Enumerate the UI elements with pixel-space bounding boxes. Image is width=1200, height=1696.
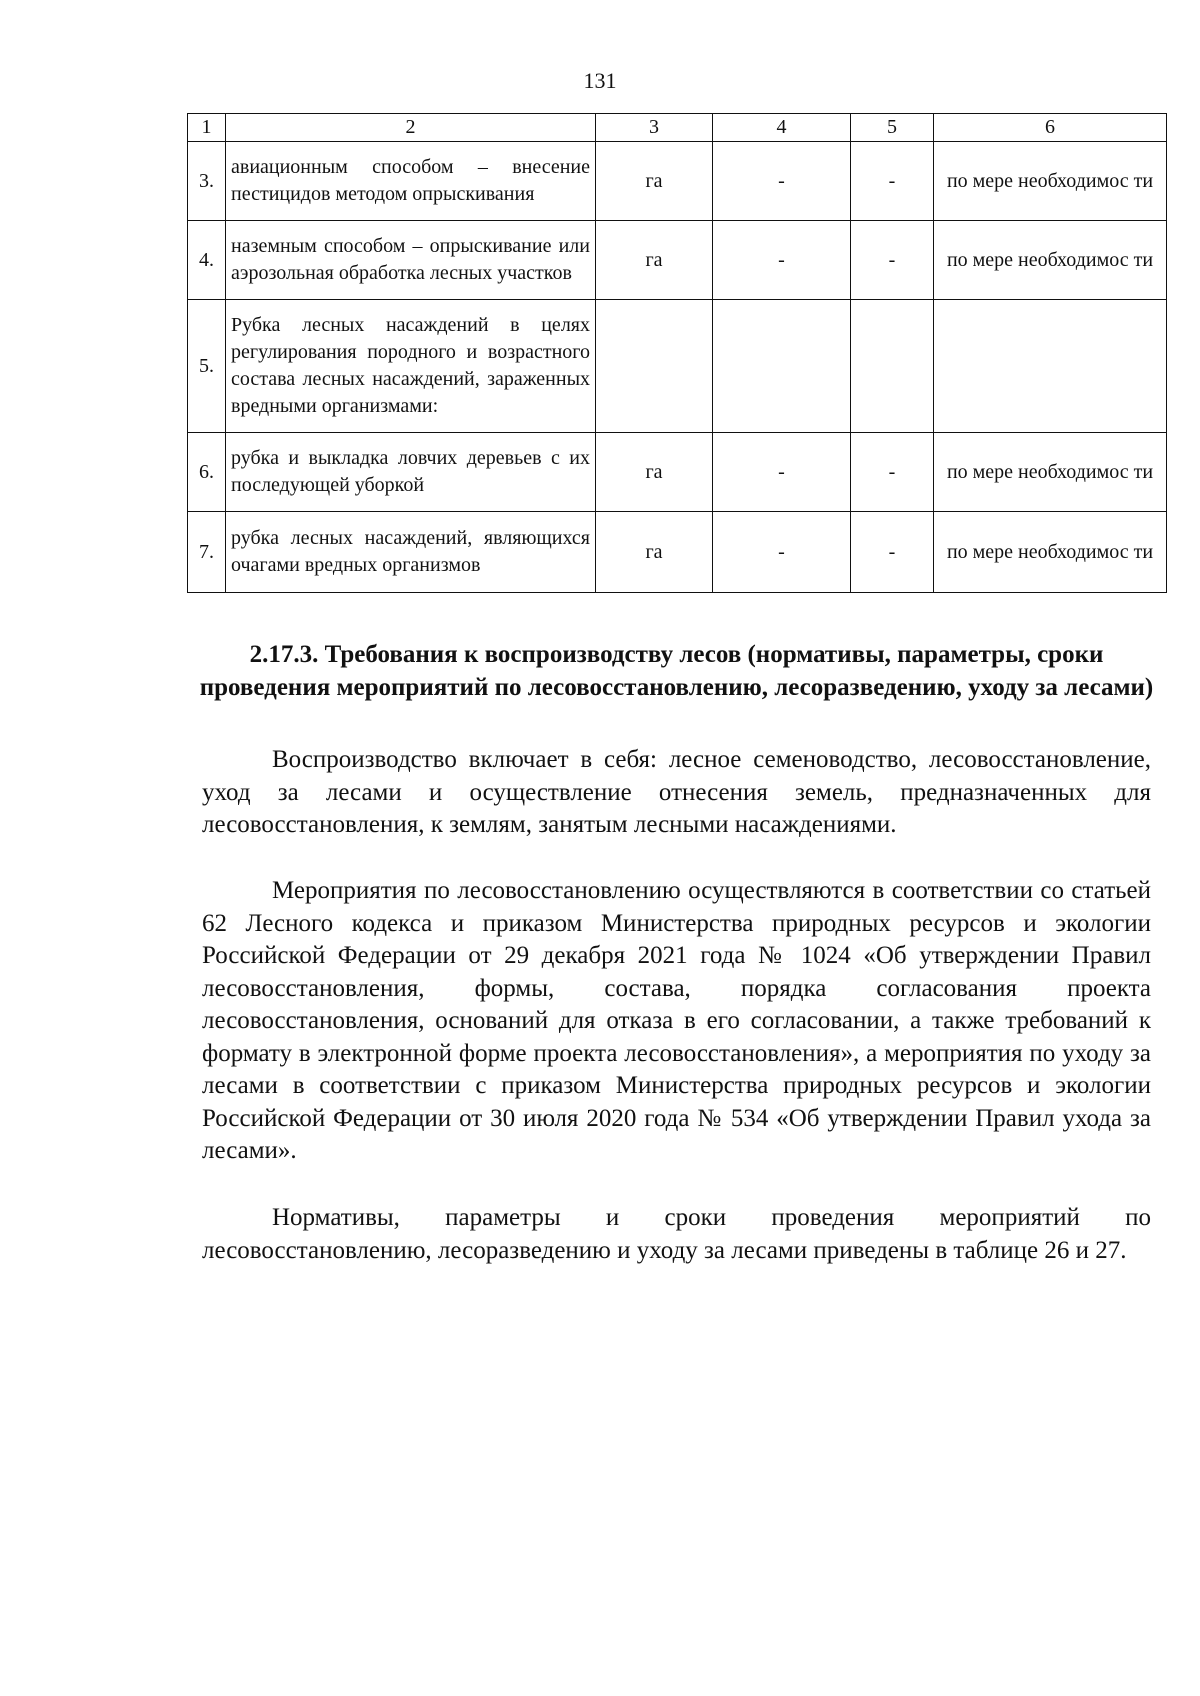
table-row bbox=[188, 221, 1167, 300]
row-unit: га bbox=[596, 433, 713, 512]
forest-protection-table bbox=[187, 113, 1167, 593]
table-row bbox=[188, 433, 1167, 512]
paragraph: Воспроизводство включает в себя: лесное семеноводство, лесовосстановление, уход за лесами и осуществление отнесения земель, предназначенных для лесовосстановления, к землям, занятым лесными насаждениями. bbox=[202, 746, 1151, 838]
row-col6 bbox=[934, 300, 1167, 433]
row-number: 5. bbox=[188, 300, 226, 433]
row-col6: по мере необходимос ти bbox=[934, 512, 1167, 593]
row-unit: га bbox=[596, 221, 713, 300]
row-col6: по мере необходимос ти bbox=[934, 221, 1167, 300]
row-unit: га bbox=[596, 142, 713, 221]
row-col5 bbox=[851, 300, 934, 433]
row-col6: по мере необходимос ти bbox=[934, 142, 1167, 221]
header-cell: 2 bbox=[226, 114, 596, 142]
section-heading: 2.17.3. Требования к воспроизводству лесов (нормативы, параметры, сроки проведения мероприятий по лесовосстановлению, лесоразведению, уходу за лесами) bbox=[199, 641, 1154, 701]
header-cell: 6 bbox=[934, 114, 1167, 142]
row-unit: га bbox=[596, 512, 713, 593]
row-description: авиационным способом – внесение пестицидов методом опрыскивания bbox=[226, 142, 596, 221]
row-number: 4. bbox=[188, 221, 226, 300]
table-row bbox=[188, 142, 1167, 221]
row-col5: - bbox=[851, 512, 934, 593]
row-col5: - bbox=[851, 142, 934, 221]
page-number: 131 bbox=[583, 68, 617, 93]
header-cell: 5 bbox=[851, 114, 934, 142]
row-col4: - bbox=[713, 433, 851, 512]
row-description: Рубка лесных насаждений в целях регулирования породного и возрастного состава лесных насаждений, зараженных вредными организмами: bbox=[226, 300, 596, 433]
row-col4 bbox=[713, 300, 851, 433]
row-col5: - bbox=[851, 433, 934, 512]
table-row bbox=[188, 512, 1167, 593]
header-cell: 3 bbox=[596, 114, 713, 142]
table-header-row bbox=[188, 114, 1167, 142]
row-unit bbox=[596, 300, 713, 433]
header-cell: 4 bbox=[713, 114, 851, 142]
row-description: рубка лесных насаждений, являющихся очагами вредных организмов bbox=[226, 512, 596, 593]
row-col4: - bbox=[713, 142, 851, 221]
row-description: наземным способом – опрыскивание или аэрозольная обработка лесных участков bbox=[226, 221, 596, 300]
row-number: 7. bbox=[188, 512, 226, 593]
row-col6: по мере необходимос ти bbox=[934, 433, 1167, 512]
paragraph: Мероприятия по лесовосстановлению осуществляются в соответствии со статьей 62 Лесного кодекса и приказом Министерства природных ресурсов и экологии Российской Федерации от 29 декабря 2021 года № 1024 «Об утверждении Правил лесовосстановления, формы, состава, порядка согласования проекта лесовосстановления, оснований для отказа в его согласовании, а также требований к формату в электронной форме проекта лесовосстановления», а мероприятия по уходу за лесами в соответствии с приказом Министерства природных ресурсов и экологии Российской Федерации от 30 июля 2020 года № 534 «Об утверждении Правил ухода за лесами». bbox=[202, 877, 1151, 1164]
table-row bbox=[188, 300, 1167, 433]
header-cell: 1 bbox=[188, 114, 226, 142]
row-description: рубка и выкладка ловчих деревьев с их последующей уборкой bbox=[226, 433, 596, 512]
paragraph: Нормативы, параметры и сроки проведения мероприятий по лесовосстановлению, лесоразведению и уходу за лесами приведены в таблице 26 и 27. bbox=[202, 1204, 1151, 1264]
row-number: 3. bbox=[188, 142, 226, 221]
row-col4: - bbox=[713, 221, 851, 300]
row-number: 6. bbox=[188, 433, 226, 512]
row-col5: - bbox=[851, 221, 934, 300]
row-col4: - bbox=[713, 512, 851, 593]
